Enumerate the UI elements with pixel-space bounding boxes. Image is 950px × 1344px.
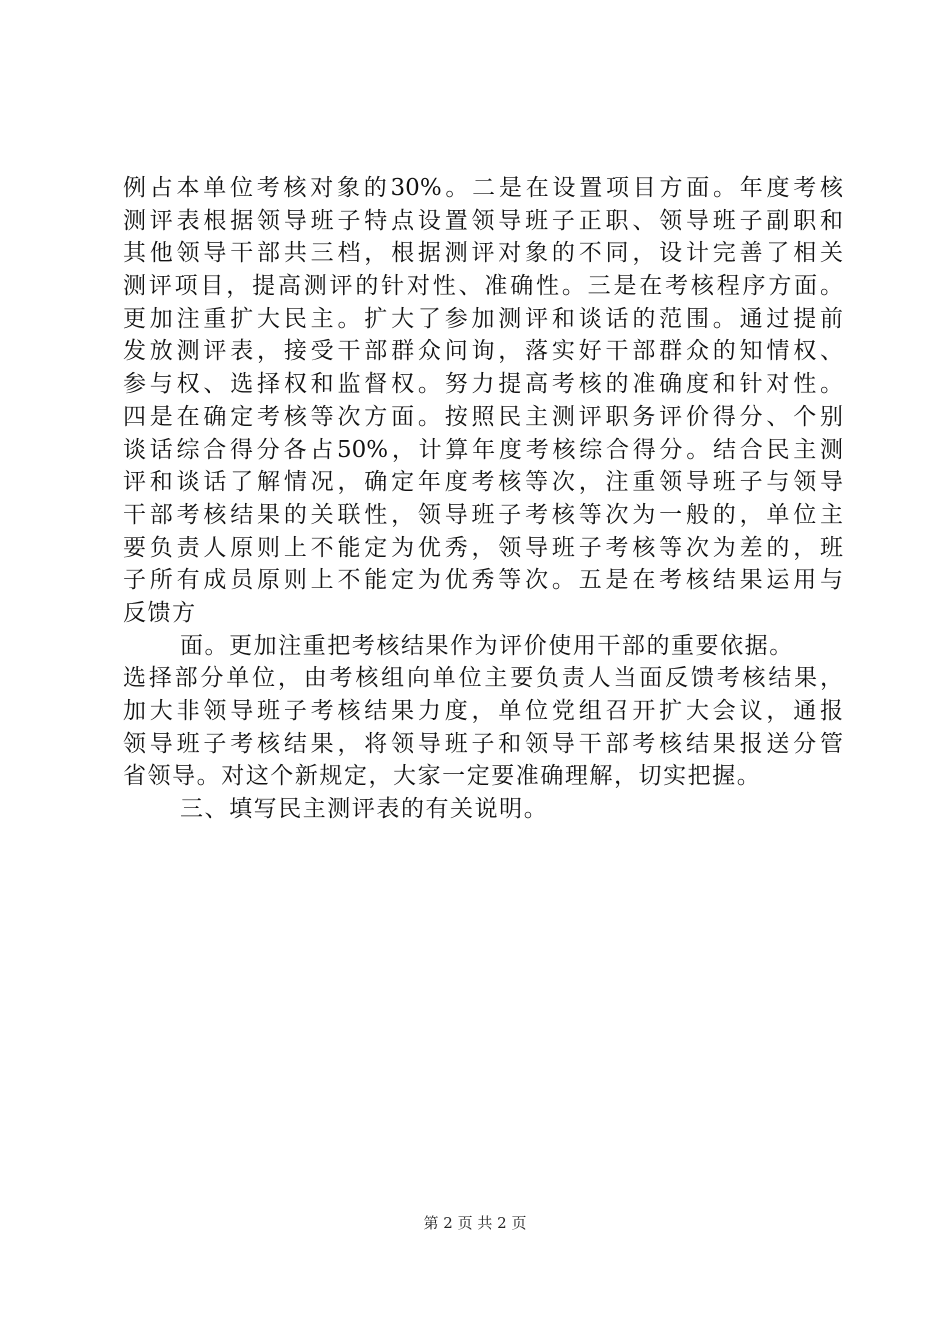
text-line: 谈话综合得分各占50%，计算年度考核综合得分。结合民主测 <box>123 436 843 463</box>
text-line: 其他领导干部共三档，根据测评对象的不同，设计完善了相关 <box>123 240 843 267</box>
text-line: 要负责人原则上不能定为优秀，领导班子考核等次为差的，班 <box>123 534 843 561</box>
text-line: 干部考核结果的关联性，领导班子考核等次为一般的，单位主 <box>123 501 843 528</box>
text-line: 四是在确定考核等次方面。按照民主测评职务评价得分、个别 <box>123 403 843 430</box>
section-heading: 三、填写民主测评表的有关说明。 <box>180 796 549 823</box>
text-line: 更加注重扩大民主。扩大了参加测评和谈话的范围。通过提前 <box>123 305 843 332</box>
text-line: 评和谈话了解情况，确定年度考核等次，注重领导班子与领导 <box>123 469 843 496</box>
page-footer: 第 2 页 共 2 页 <box>423 1214 527 1232</box>
text-line: 反馈方 <box>123 599 197 626</box>
text-line: 省领导。对这个新规定，大家一定要准确理解，切实把握。 <box>123 763 762 790</box>
text-line: 参与权、选择权和监督权。努力提高考核的准确度和针对性。 <box>123 371 843 398</box>
text-line: 领导班子考核结果，将领导班子和领导干部考核结果报送分管 <box>123 730 843 757</box>
text-line: 加大非领导班子考核结果力度，单位党组召开扩大会议，通报 <box>123 698 843 724</box>
body-text <box>123 172 843 826</box>
text-line: 选择部分单位，由考核组向单位主要负责人当面反馈考核结果， <box>123 665 843 692</box>
text-line: 测评项目，提高测评的针对性、准确性。三是在考核程序方面。 <box>123 273 843 300</box>
text-line: 测评表根据领导班子特点设置领导班子正职、领导班子副职和 <box>123 207 843 234</box>
text-line: 子所有成员原则上不能定为优秀等次。五是在考核结果运用与 <box>123 567 843 594</box>
text-line: 发放测评表，接受干部群众问询，落实好干部群众的知情权、 <box>123 338 843 365</box>
text-line: 例占本单位考核对象的30%。二是在设置项目方面。年度考核 <box>123 175 843 201</box>
paragraph-first-line: 面。更加注重把考核结果作为评价使用干部的重要依据。 <box>180 632 794 659</box>
